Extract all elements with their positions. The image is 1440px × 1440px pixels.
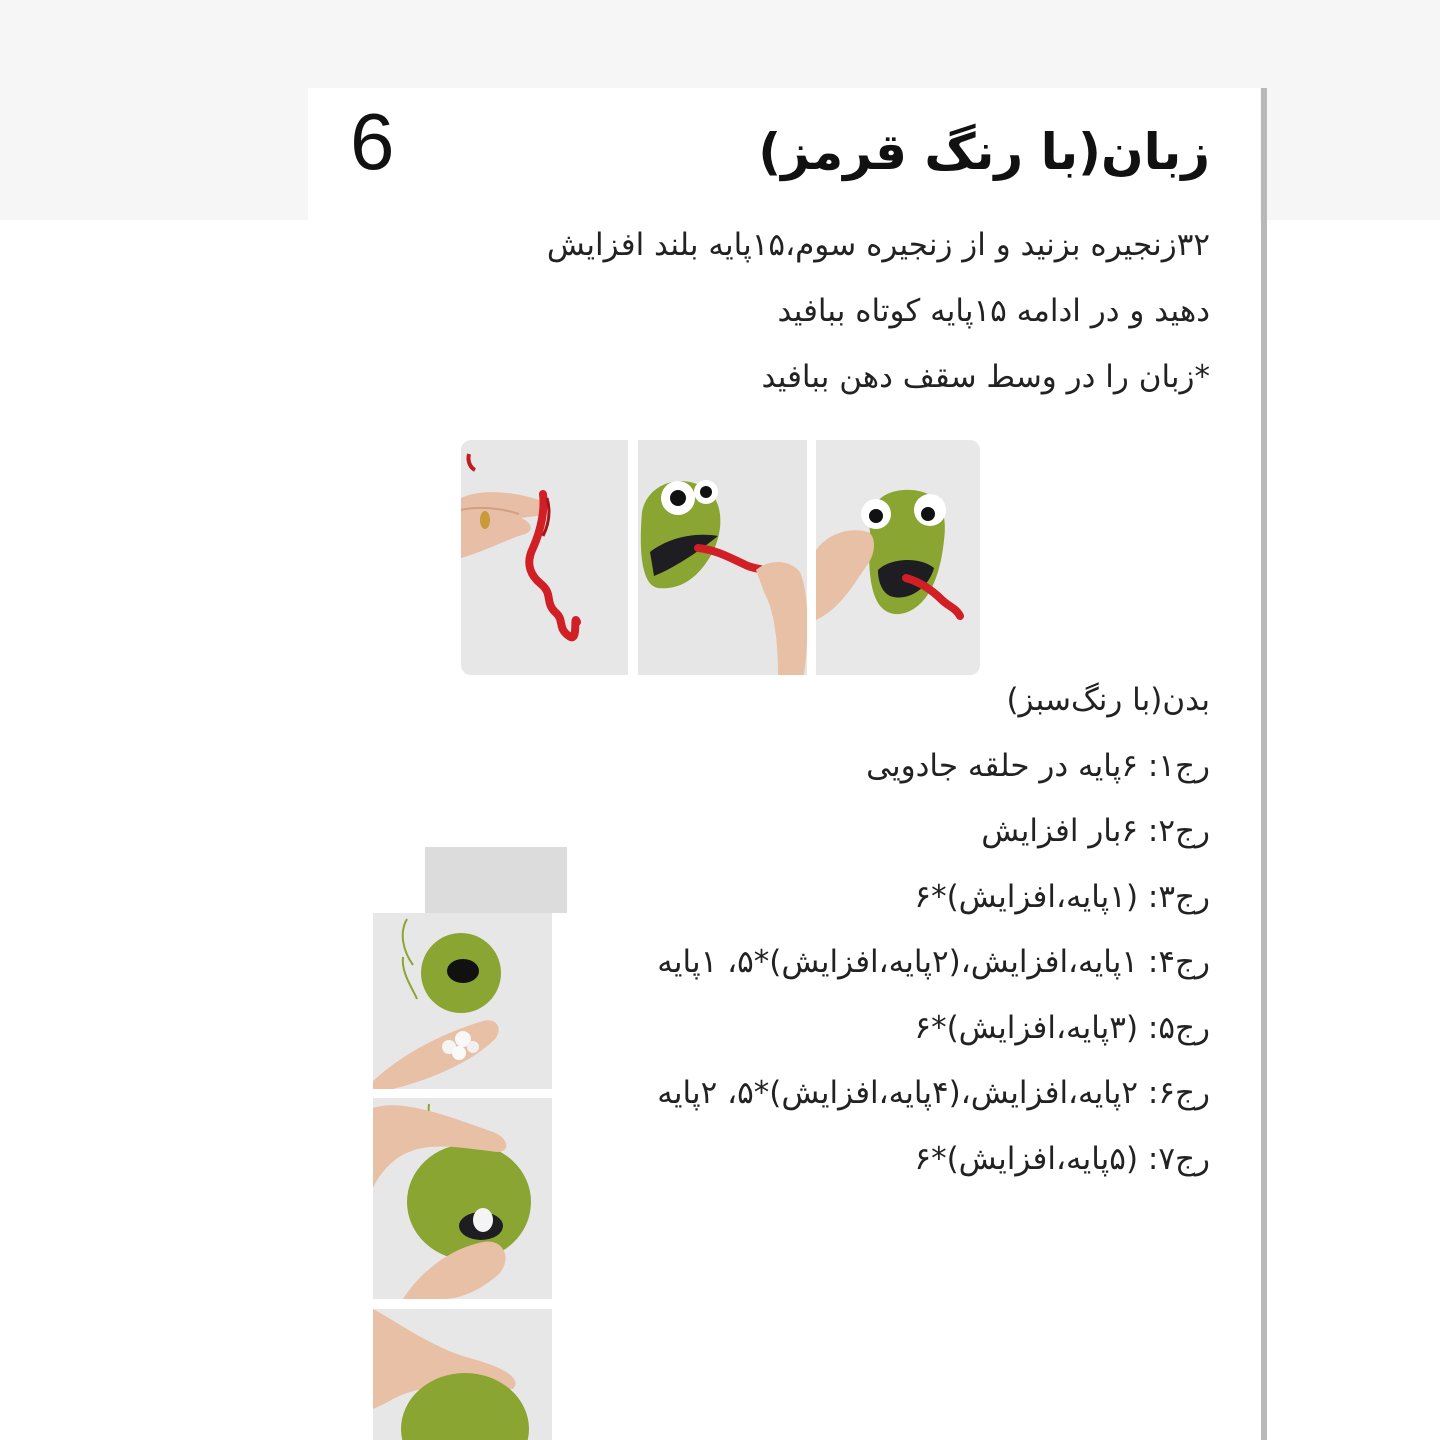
photo-body-stuffing-step	[373, 1098, 552, 1299]
photo-placeholder-block	[425, 847, 567, 913]
tongue-instruction-line: ۳۲زنجیره بزنید و از زنجیره سوم،۱۵پایه بلند افزایش	[546, 227, 1210, 263]
body-row-7: رج۷: (۵پایه،افزایش)*۶	[914, 1140, 1210, 1177]
tongue-instructions	[430, 212, 1210, 410]
tongue-section-title: زبان(با رنگ قرمز)	[758, 123, 1210, 181]
photo-frog-head-front	[816, 440, 980, 675]
photo-body-finished-ball	[373, 1309, 552, 1440]
body-row-5: رج۵: (۳پایه،افزایش)*۶	[914, 1009, 1210, 1046]
step-number: 6	[350, 97, 395, 186]
body-row-1: رج۱: ۶پایه در حلقه جادویی	[866, 747, 1210, 784]
tongue-instruction-line: دهید و در ادامه ۱۵پایه کوتاه ببافید	[777, 293, 1210, 329]
photo-body-ball-with-stuffing	[373, 913, 552, 1089]
body-row-2: رج۲: ۶بار افزایش	[981, 813, 1210, 849]
page-right-border	[1261, 88, 1267, 1440]
body-row-4: رج۴: ۱پایه،افزایش،(۲پایه،افزایش)*۵، ۱پایه	[657, 944, 1210, 980]
body-row-3: رج۳: (۱پایه،افزایش)*۶	[914, 878, 1210, 915]
tongue-instruction-line: *زبان را در وسط سقف دهن ببافید	[761, 359, 1210, 395]
body-section-title: بدن(با رنگ‌سبز)	[1006, 682, 1210, 718]
photo-tongue-in-hand	[461, 440, 628, 675]
body-pattern	[657, 668, 1210, 1192]
body-row-6: رج۶: ۲پایه،افزایش،(۴پایه،افزایش)*۵، ۲پایه	[657, 1075, 1210, 1111]
photo-frog-head-side	[638, 440, 807, 675]
